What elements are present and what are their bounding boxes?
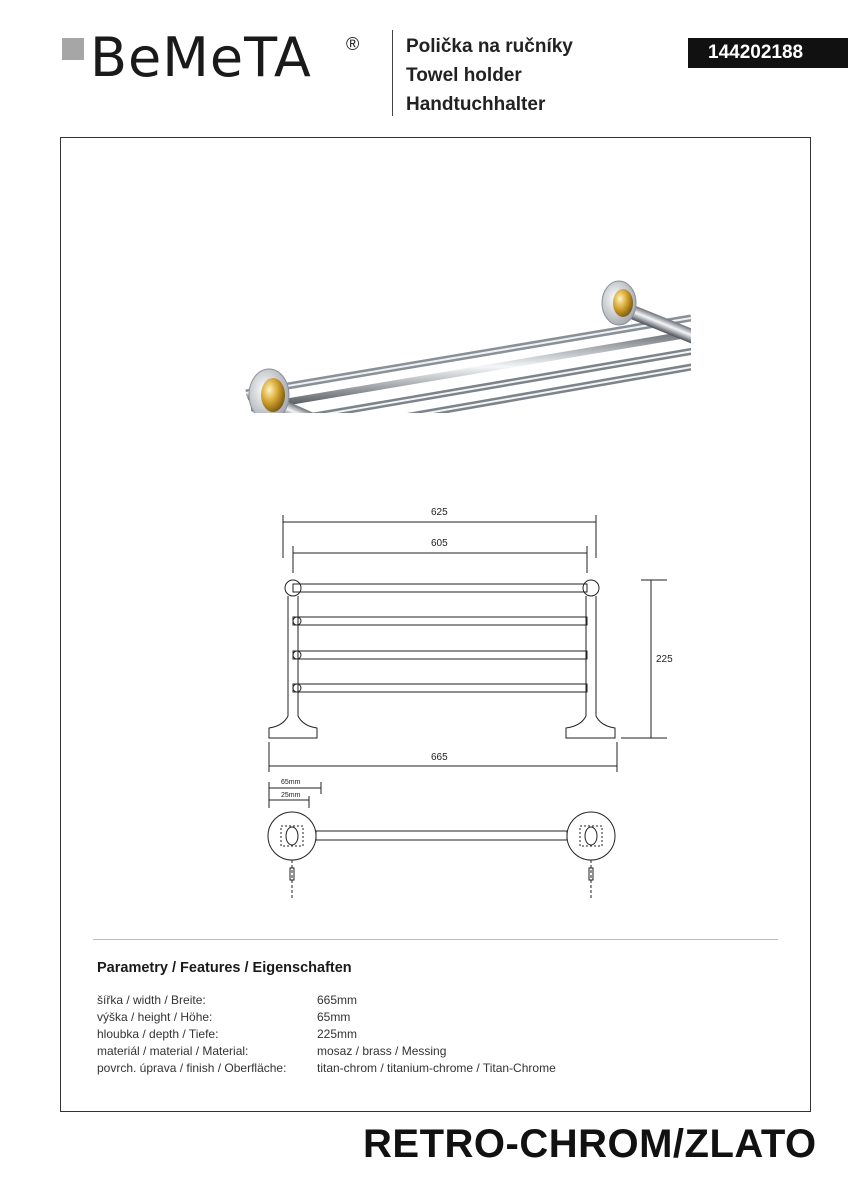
product-titles [406,32,573,119]
title-cs: Polička na ručníky [406,36,573,57]
product-photo [191,213,691,413]
dim-625-label: 625 [431,507,448,518]
spec-value: 665mm [317,993,358,1007]
spec-value: 225mm [317,1027,358,1041]
technical-drawing [261,498,681,918]
title-de: Handtuchhalter [406,94,546,115]
spec-label: materiál / material / Material: [97,1044,249,1058]
spec-label: výška / height / Höhe: [97,1010,213,1024]
features-heading: Parametry / Features / Eigenschaften [97,960,352,976]
spec-label: šířka / width / Breite: [97,993,206,1007]
dim-665-label: 665 [431,752,448,763]
dim-25mm-label: 25mm [281,792,301,799]
collection-title: RETRO-CHROM/ZLATO [363,1122,817,1166]
title-en: Towel holder [406,65,522,86]
rods [246,318,691,413]
spec-label: povrch. úprava / finish / Oberfläche: [97,1061,287,1075]
section-divider [93,939,778,940]
dim-225-label: 225 [656,654,673,665]
spec-value: mosaz / brass / Messing [317,1044,447,1058]
brand-logo [62,26,372,92]
product-sheet-frame [60,137,811,1112]
brand-name: BeMeTA [90,26,312,89]
registered-mark: ® [346,34,360,54]
spec-value: titan-chrom / titanium-chrome / Titan-Chrome [317,1061,556,1075]
dim-65mm-label: 65mm [281,779,301,786]
header-divider [392,30,393,116]
product-code-badge: 144202188 [688,38,848,68]
spec-value: 65mm [317,1010,351,1024]
spec-label: hloubka / depth / Tiefe: [97,1027,219,1041]
dim-605-label: 605 [431,538,448,549]
logo-square [62,38,84,60]
